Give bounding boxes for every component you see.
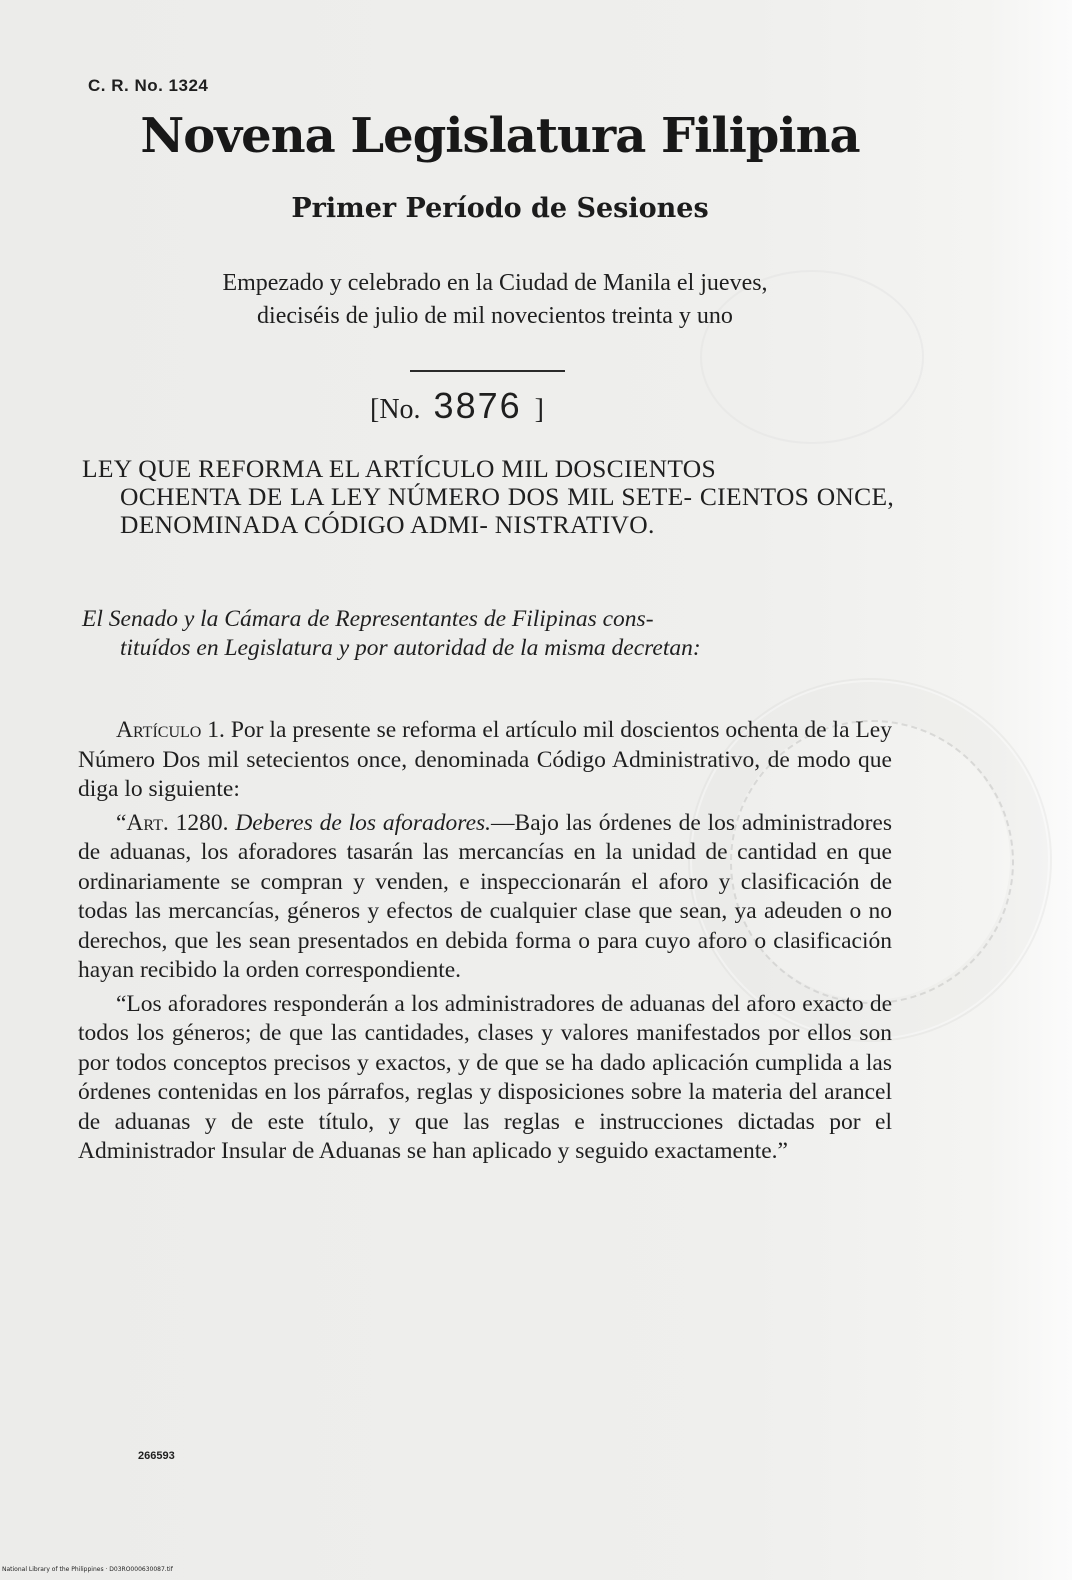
article-1280-text: —Bajo las órdenes de los administradores de aduanas, los aforadores tasarán las mercancías en la unidad de cantidad en que ordinariamente se compran y venden, e inspeccionarán el aforo y clasificación de todas las mercancías, géneros y efectos de cualquier clase que sean, ya adeuden o no derechos, que les sean presentados en debida forma o para cuyo aforo o clasificación hayan recibido la orden correspondiente.: [78, 809, 893, 983]
article-1-paragraph: [78, 716, 892, 805]
session-title: Primer Período de Sesiones: [291, 193, 709, 224]
law-title-rest: OCHENTA DE LA LEY NÚMERO DOS MIL SETE- CIENTOS ONCE, DENOMINADA CÓDIGO ADMI- NISTRATIVO.: [120, 482, 894, 539]
aforadores-paragraph: “Los aforadores responderán a los administradores de aduanas del aforo exacto de todos los géneros; de que las cantidades, clases y valores manifestados por ellos son por todos conceptos precisos y exactos, y de que se ha dado aplicación cumplida a las órdenes contenidas en los párrafos, reglas y disposiciones sobre la materia del arancel de aduanas y de este título, y que las reglas e instrucciones dictadas por el Administrador Insular de Aduanas se han aplicado y seguido exactamente.”: [78, 990, 892, 1164]
enacting-clause: [82, 605, 894, 663]
footer-note: National Library of the Philippines · D03RO000630087.tif: [2, 1566, 173, 1573]
act-number-suffix: ]: [534, 394, 544, 425]
session-info-line1: Empezado y celebrado en la Ciudad de Manila el jueves,: [222, 270, 768, 296]
divider-rule: [410, 370, 565, 372]
cr-number: C. R. No. 1324: [88, 76, 209, 95]
article-1280-number: 1280.: [168, 809, 236, 836]
print-code: 266593: [138, 1450, 175, 1462]
session-info: [0, 267, 990, 333]
act-number-prefix: [No.: [370, 394, 421, 425]
article-1280-paragraph: [78, 809, 892, 986]
article-1-label: Artículo: [116, 717, 202, 743]
legislature-title: Novena Legislatura Filipina: [140, 108, 860, 164]
body-text: [78, 716, 892, 1167]
law-title-line1: LEY QUE REFORMA EL ARTÍCULO MIL DOSCIENTOS: [82, 454, 716, 483]
article-1280-label: “Art.: [116, 809, 169, 836]
session-info-line2: dieciséis de julio de mil novecientos treinta y uno: [257, 303, 733, 329]
law-title: [82, 455, 894, 539]
enacting-clause-line1: El Senado y la Cámara de Representantes de Filipinas cons-: [82, 606, 654, 632]
enacting-clause-rest: tituídos en Legislatura y por autoridad de la misma decretan:: [120, 635, 701, 661]
act-number-value: 3876: [433, 385, 522, 426]
act-number: [370, 385, 544, 427]
article-1-text: 1. Por la presente se reforma el artículo mil doscientos ochenta de la Ley Número Dos mil setecientos once, denominada Código Administrativo, de modo que diga lo siguiente:: [78, 717, 892, 802]
article-1280-heading: Deberes de los aforadores.: [235, 809, 492, 836]
